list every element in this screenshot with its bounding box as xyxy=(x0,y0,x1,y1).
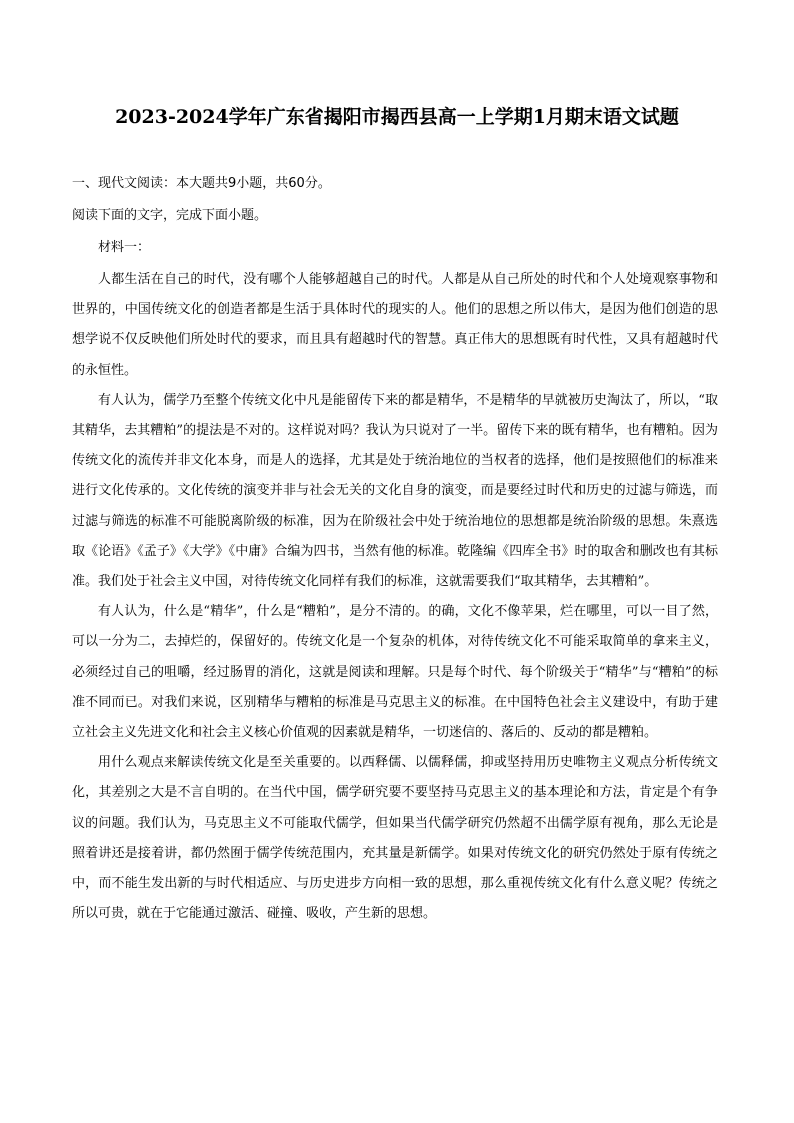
paragraph-1: 人都生活在自己的时代，没有哪个人能够超越自己的时代。人都是从自己所处的时代和个人处境观察事物和世界的，中国传统文化的创造者都是生活于具体时代的现实的人。他们的思想之所以伟大，是因为他们创造的思想学说不仅反映他们所处时代的要求，而且具有超越时代的智慧。真正伟大的思想既有时代性，又具有超越时代的永恒性。 xyxy=(72,272,718,378)
reading-instruction: 阅读下面的文字，完成下面小题。 xyxy=(72,208,268,223)
paragraph-2: 有人认为，儒学乃至整个传统文化中凡是能留传下来的都是精华，不是精华的早就被历史淘汰了，所以，“取其精华，去其糟粕”的提法是不对的。这样说对吗？我认为只说对了一半。留传下来的既有精华，也有糟粕。因为传统文化的流传并非文化本身，而是人的选择，尤其是处于统治地位的当权者的选择，他们是按照他们的标准来进行文化传承的。文化传统的演变并非与社会无关的文化自身的演变，而是要经过时代和历史的过滤与筛选，而过滤与筛选的标准不可能脱离阶级的标准，因为在阶级社会中处于统治地位的思想都是统治阶级的思想。朱熹选取《论语》《孟子》《大学》《中庸》合编为四书，当然有他的标准。乾隆编《四库全书》时的取舍和删改也有其标准。我们处于社会主义中国，对待传统文化同样有我们的标准，这就需要我们“取其精华，去其糟粕”。 xyxy=(72,392,718,590)
document-title: 2023-2024学年广东省揭阳市揭西县高一上学期1月期末语文试题 xyxy=(115,106,679,128)
paragraph-4: 用什么观点来解读传统文化是至关重要的。以西释儒、以儒释儒，抑或坚持用历史唯物主义观点分析传统文化，其差别之大是不言自明的。在当代中国，儒学研究要不要坚持马克思主义的基本理论和方法，肯定是个有争议的问题。我们认为，马克思主义不可能取代儒学，但如果当代儒学研究仍然超不出儒学原有视角，那么无论是照着讲还是接着讲，都仍然囿于儒学传统范围内，充其量是新儒学。如果对传统文化的研究仍然处于原有传统之中，而不能生发出新的与时代相适应、与历史进步方向相一致的思想，那么重视传统文化有什么意义呢？传统之所以可贵，就在于它能通过激活、碰撞、吸收，产生新的思想。 xyxy=(72,755,718,922)
passage-body xyxy=(72,265,718,929)
material-label: 材料一： xyxy=(98,240,151,255)
paragraph-3: 有人认为，什么是“精华”，什么是“糟粕”，是分不清的。的确，文化不像苹果，烂在哪里，可以一目了然，可以一分为二，去掉烂的，保留好的。传统文化是一个复杂的机体，对待传统文化不可能采取简单的拿来主义，必须经过自己的咀嚼，经过肠胃的消化，这就是阅读和理解。只是每个时代、每个阶级关于“精华”与“糟粕”的标准不同而已。对我们来说，区别精华与糟粕的标准是马克思主义的标准。在中国特色社会主义建设中，有助于建立社会主义先进文化和社会主义核心价值观的因素就是精华，一切迷信的、落后的、反动的都是糟粕。 xyxy=(72,604,718,741)
section-heading: 一、现代文阅读：本大题共9小题，共60分。 xyxy=(72,176,331,191)
